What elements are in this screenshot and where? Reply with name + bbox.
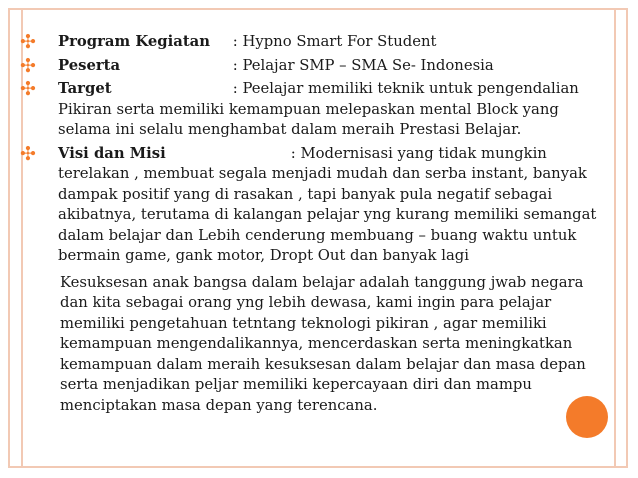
bullet-icon: ✣ bbox=[20, 54, 36, 77]
bullet-item-target bbox=[20, 79, 605, 141]
slide-content bbox=[20, 32, 605, 416]
bullet-item-program bbox=[20, 32, 605, 53]
value-target: Peelajar memiliki teknik untuk pengendalian Pikiran serta memiliki kemampuan melepaskan mental Block yang selama ini selalu menghambat dalam meraih Prestasi Belajar. bbox=[58, 80, 579, 138]
frame-line-right bbox=[614, 8, 616, 468]
label-program: Program Kegiatan bbox=[58, 33, 211, 50]
label-target: Target bbox=[58, 80, 112, 97]
value-visi-misi: Modernisasi yang tidak mungkin terelakan , membuat segala menjadi mudah dan serba instant, banyak dampak positif yang di rasakan , tapi banyak pula negatif sebagai akibatnya, terutama di kalangan pelajar yng kurang memiliki semangat dalam belajar dan Lebih cenderung membuang – buang waktu untuk bermain game, gank motor, Dropt Out dan banyak lagi bbox=[58, 144, 597, 264]
separator: : bbox=[290, 144, 296, 162]
separator: : bbox=[232, 56, 238, 74]
bullet-item-visi-misi bbox=[20, 144, 605, 267]
closing-paragraph: Kesuksesan anak bangsa dalam belajar adalah tanggung jwab negara dan kita sebagai orang yng lebih dewasa, kami ingin para pelajar memiliki pengetahuan tetntang teknologi pikiran , agar memiliki kemampuan mengendalikannya, mencerdaskan serta meningkatkan kemampuan dalam meraih kesuksesan dalam belajar dan masa depan serta menjadikan peljar memiliki kepercayaan diri dan mampu menciptakan masa depan yang terencana. bbox=[60, 273, 586, 414]
label-peserta: Peserta bbox=[58, 56, 121, 74]
label-visi-misi: Visi dan Misi bbox=[58, 144, 166, 162]
bullet-item-peserta bbox=[20, 56, 605, 77]
separator: : bbox=[232, 33, 238, 50]
separator: : bbox=[232, 80, 238, 97]
value-program: Hypno Smart For Student bbox=[242, 33, 437, 50]
bullet-icon: ✣ bbox=[20, 142, 36, 165]
bullet-icon: ✣ bbox=[20, 31, 36, 53]
bullet-icon: ✣ bbox=[20, 78, 36, 100]
value-peserta: Pelajar SMP – SMA Se- Indonesia bbox=[242, 56, 494, 74]
